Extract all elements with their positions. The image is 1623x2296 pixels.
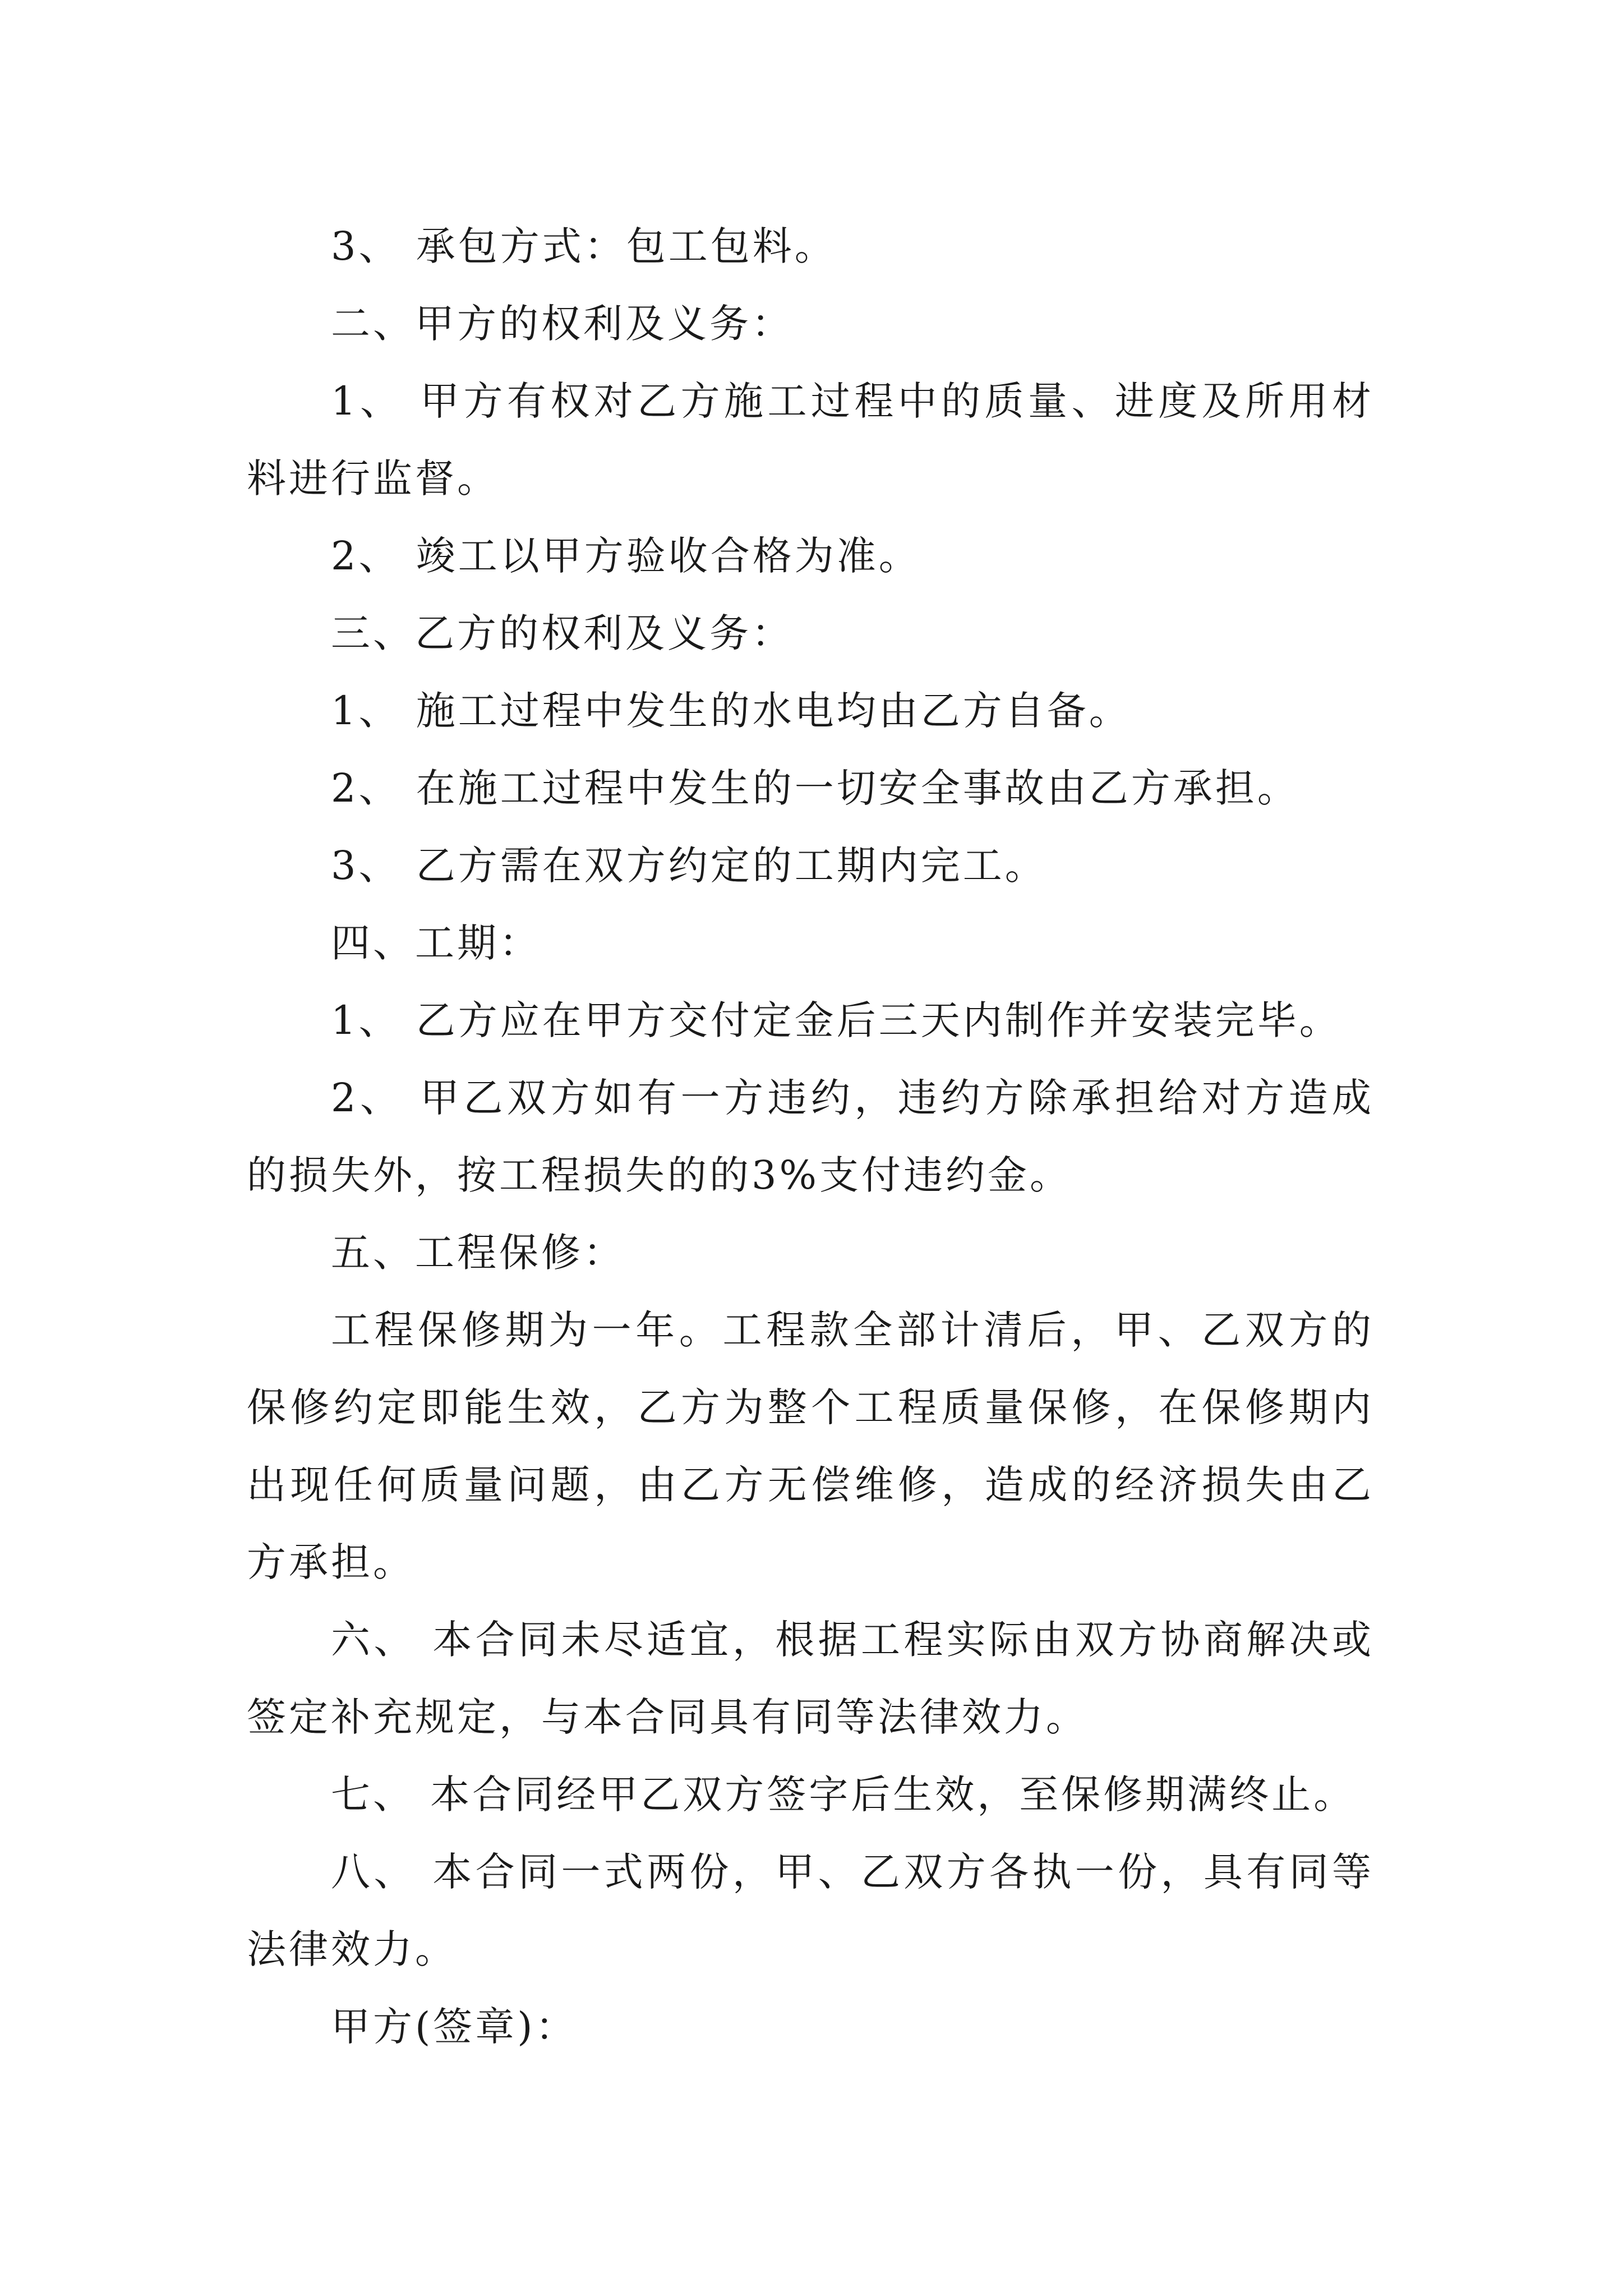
clause-party-b-safety: 2、 在施工过程中发生的一切安全事故由乙方承担。 — [331, 765, 1299, 811]
section-heading-party-b: 三、乙方的权利及义务： — [331, 610, 794, 656]
clause-party-a-acceptance: 2、 竣工以甲方验收合格为准。 — [331, 533, 921, 579]
section-heading-party-a: 二、甲方的权利及义务： — [331, 301, 794, 347]
clause-party-b-utilities: 1、 施工过程中发生的水电均由乙方自备。 — [331, 688, 1131, 734]
clause-schedule-install: 1、 乙方应在甲方交付定金后三天内制作并安装完毕。 — [331, 997, 1341, 1043]
clause-party-a-supervision: 1、 甲方有权对乙方施工过程中的质量、进度及所用材料进行监督。 — [247, 378, 1374, 501]
clause-effective: 七、 本合同经甲乙双方签字后生效，至保修期满终止。 — [331, 1772, 1356, 1818]
clause-copies: 八、 本合同一式两份，甲、乙双方各执一份，具有同等法律效力。 — [247, 1849, 1374, 1972]
clause-warranty-terms: 工程保修期为一年。工程款全部计清后，甲、乙双方的保修约定即能生效，乙方为整个工程质量保修，在保修期内出现任何质量问题，由乙方无偿维修，造成的经济损失由乙方承担。 — [247, 1307, 1374, 1585]
section-heading-warranty: 五、工程保修： — [331, 1230, 625, 1276]
clause-party-b-deadline: 3、 乙方需在双方约定的工期内完工。 — [331, 843, 1047, 889]
signature-party-a: 甲方(签章)： — [331, 2004, 578, 2050]
clause-schedule-breach: 2、 甲乙双方如有一方违约，违约方除承担给对方造成的损失外，按工程损失的的3%支付违约金。 — [247, 1075, 1374, 1198]
contract-body — [247, 208, 1374, 2065]
clause-contract-method: 3、 承包方式：包工包料。 — [331, 223, 837, 269]
section-heading-schedule: 四、工期： — [331, 920, 541, 966]
clause-supplementary: 六、 本合同未尽适宜，根据工程实际由双方协商解决或签定补充规定，与本合同具有同等法律效力。 — [247, 1617, 1374, 1740]
